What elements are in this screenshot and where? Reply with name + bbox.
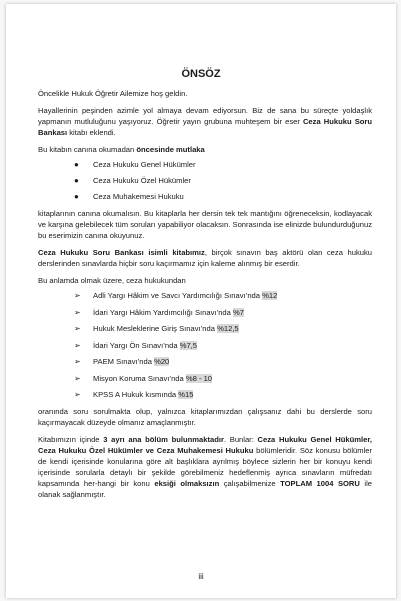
intro-text-end: kitabı eklendi. <box>67 128 116 137</box>
list-item <box>38 305 372 322</box>
list-item <box>38 157 372 173</box>
sections-bold-names: Ceza Hukuku Genel Hükümler, Ceza Hukuku Özel Hükümler ve Ceza Muhakemesi Hukuku <box>38 434 373 455</box>
exam-name: Adli Yargı Hâkim ve Savcı Yardımcılığı Sınavı’nda <box>93 291 263 300</box>
exam-name: İdari Yargı Ön Sınavı’nda <box>93 340 180 350</box>
list-item <box>38 173 372 189</box>
arrow-bullet-icon: ➢ <box>74 357 81 366</box>
exam-percentage: %8 - 10 <box>185 373 213 383</box>
page-content <box>38 88 372 500</box>
bullet-dot-icon: ● <box>74 160 79 169</box>
bullet-dot-icon: ● <box>74 176 79 185</box>
list-item <box>38 371 372 388</box>
bullet-dot-icon: ● <box>74 192 79 201</box>
exam-percentage: %15 <box>178 390 194 399</box>
purpose-bold: Ceza Hukuku Soru Bankası isimli kitabımız <box>38 248 205 257</box>
sections-text: . Bunlar: <box>223 434 258 444</box>
sections-paragraph <box>38 434 372 500</box>
prerequisite-paragraph <box>38 144 372 155</box>
book-name: Ceza Hukuku Genel Hükümler <box>93 160 196 169</box>
exam-name: İdari Yargı Hâkim Yardımcılığı Sınavı’nda <box>93 307 233 317</box>
greeting-paragraph: Öncelikle Hukuk Öğretir Ailemize hoş geldin. <box>38 89 188 98</box>
exam-name: Misyon Koruma Sınavı’nda <box>93 373 186 383</box>
purpose-text: , birçok sınavın baş aktörü olan ceza hukuku derslerinden sınavlarda hiçbir soru kaçırmamız için kaleme alınmış bir eserdir. <box>38 248 372 268</box>
list-item <box>38 189 372 205</box>
list-item <box>38 338 372 355</box>
sections-bold-total: TOPLAM 1004 SORU <box>280 478 360 488</box>
arrow-bullet-icon: ➢ <box>74 340 81 350</box>
list-item <box>38 288 372 305</box>
arrow-bullet-icon: ➢ <box>74 390 81 399</box>
exam-percentage: %12 <box>262 291 278 300</box>
exam-name: PAEM Sınavı’nda <box>93 357 155 366</box>
sections-text: çalışabilmenize <box>219 478 281 488</box>
document-page <box>6 4 396 598</box>
list-item <box>38 354 372 371</box>
prerequisite-bold: öncesinde mutlaka <box>136 145 205 154</box>
arrow-bullet-icon: ➢ <box>74 373 81 383</box>
sections-text: bölümleridir. Söz konusu bölümler de kendi içerisinde konularına göre alt başlıklara ayrılmış böylece sizlerin her bir konuyu kendi içerisinde sorularla detaylı bir şekilde görebilmeniz hedeflenmiş ayrıca sınavların müfredatı kapsamında her-hangi bir konu <box>38 445 372 488</box>
list-item <box>38 321 372 338</box>
arrow-bullet-icon: ➢ <box>74 307 81 317</box>
purpose-paragraph <box>38 247 372 269</box>
book-name: Ceza Muhakemesi Hukuku <box>93 192 184 201</box>
exam-name: Hukuk Mesleklerine Giriş Sınavı’nda <box>93 324 218 333</box>
sections-text: ile olanak sağlanmıştır. <box>38 478 372 499</box>
book-list <box>38 157 372 205</box>
exam-percentage: %12,5 <box>217 324 239 333</box>
page-number: iii <box>198 572 204 581</box>
sections-text: Kitabımızın içinde <box>38 434 104 444</box>
exam-list <box>38 288 372 404</box>
study-paragraph: kitaplarının canına okumalısın. Bu kitaplarla her dersin tek tek mantığını öğreneceksin, kodlayacak ve karşına gelebilecek tüm soruları yapabiliyor olacaksın. Sonrasında ise elinizde bulundurduğunuz bu eserimizin canına okuyunuz. <box>38 209 372 240</box>
sections-bold-count: 3 ayrı ana bölüm bulunmaktadır <box>103 434 224 444</box>
book-title-bold: Ceza Hukuku Soru Bankası <box>38 117 372 137</box>
exam-percentage: %7 <box>232 307 244 317</box>
arrow-bullet-icon: ➢ <box>74 324 81 333</box>
book-name: Ceza Hukuku Özel Hükümler <box>93 176 191 185</box>
exam-intro-paragraph: Bu anlamda olmak üzere, ceza hukukundan <box>38 276 186 285</box>
exam-percentage: %7,5 <box>179 340 197 350</box>
list-item <box>38 387 372 404</box>
sections-bold-complete: eksiği olmaksızın <box>154 478 220 488</box>
prerequisite-text: Bu kitabın canına okumadan <box>38 145 137 154</box>
arrow-bullet-icon: ➢ <box>74 291 81 300</box>
intro-text: Hayallerinin peşinden azimle yol almaya devam ediyorsun. Biz de sana bu süreçte yoldaşlık yapmanın mutluluğunu yaşıyoruz. Öğretir yayın grubuna muhteşem bir eser <box>38 106 372 126</box>
ratio-paragraph: oranında soru sorulmakta olup, yalnızca kitaplarımızdan çalışsanız dahi bu derslerde soru kaçırmayacak düzeyde olmanız amaçlanmıştır. <box>38 406 372 427</box>
exam-name: KPSS A Hukuk kısmında <box>93 390 179 399</box>
page-title: ÖNSÖZ <box>181 68 221 80</box>
exam-percentage: %20 <box>154 357 170 366</box>
intro-paragraph <box>38 105 372 138</box>
